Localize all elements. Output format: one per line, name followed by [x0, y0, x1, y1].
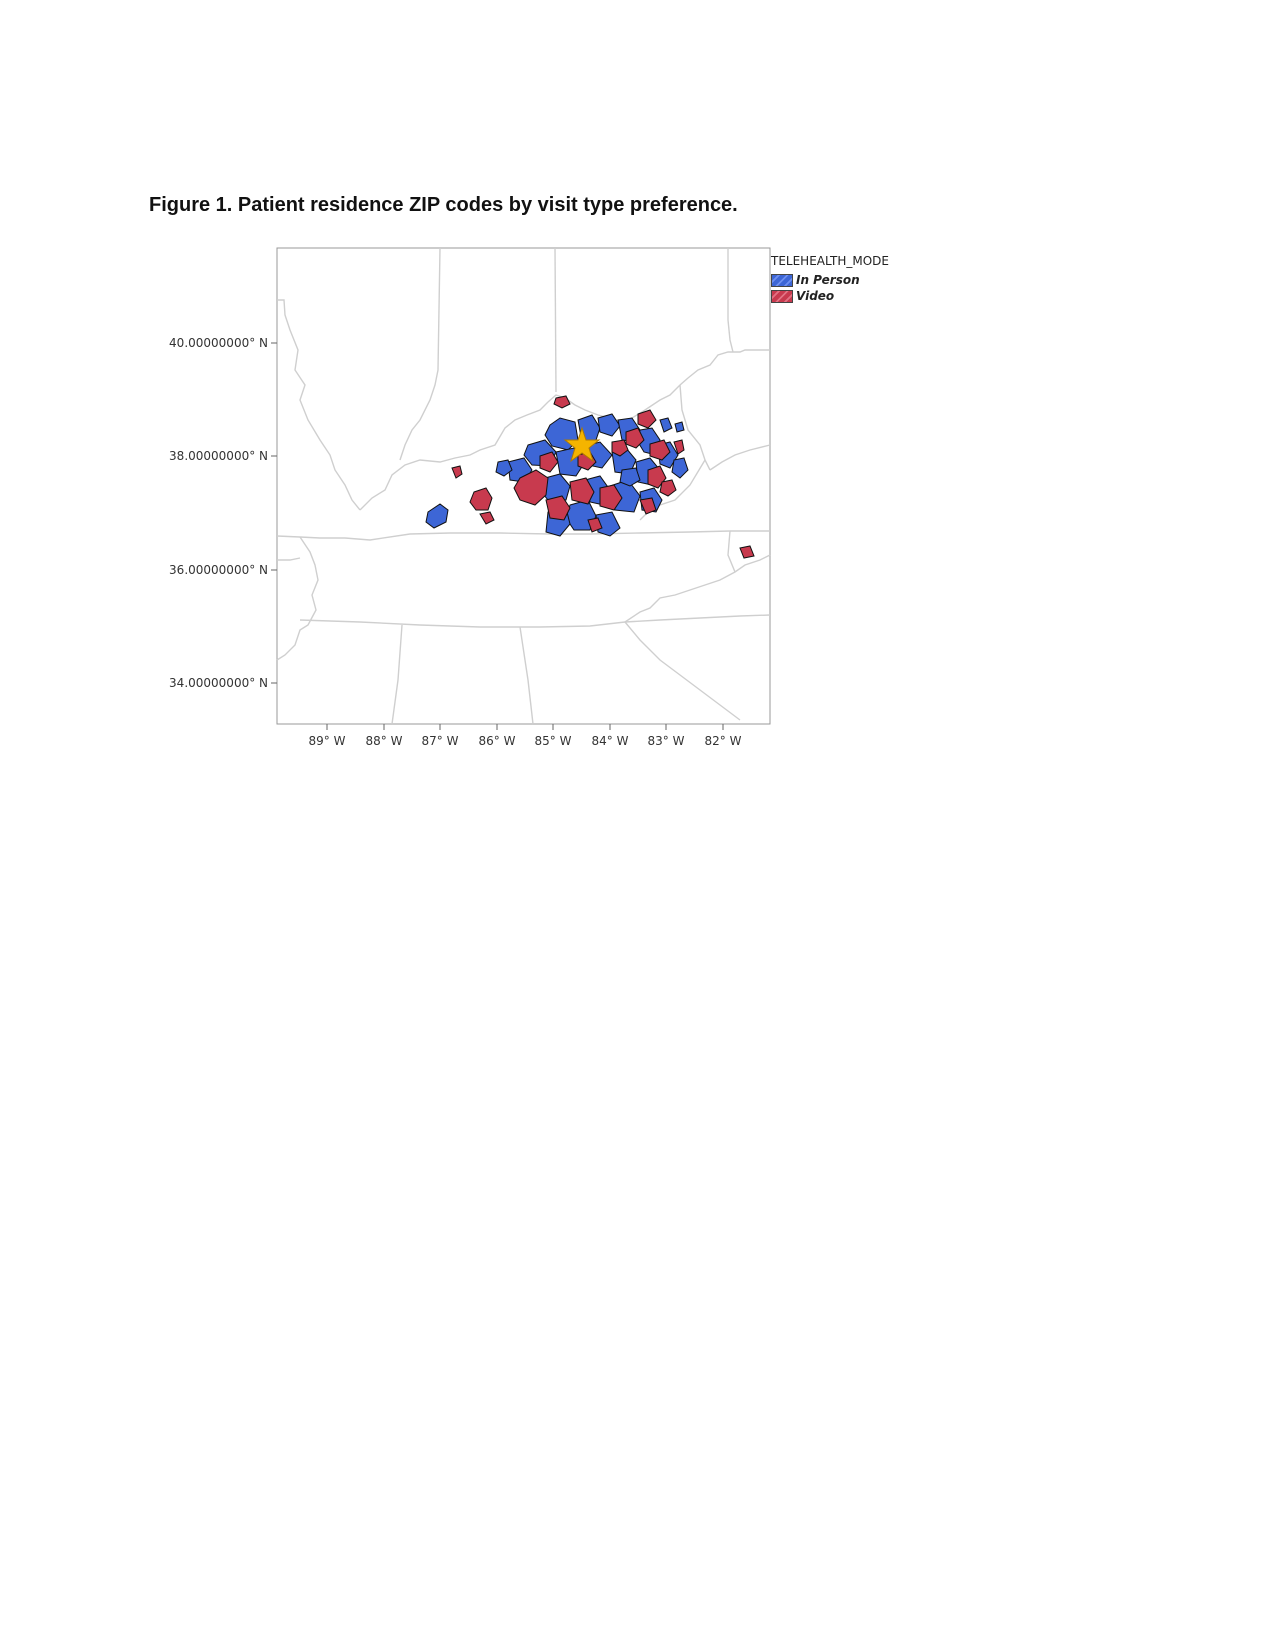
x-tick-label: 88° W: [365, 734, 403, 748]
x-axis-ticks: [327, 724, 723, 730]
map-legend: [771, 254, 889, 304]
legend-label: In Person: [796, 273, 860, 287]
x-tick-label: 84° W: [591, 734, 629, 748]
y-tick-label: 38.00000000° N: [169, 449, 268, 463]
x-tick-label: 89° W: [308, 734, 346, 748]
x-tick-label: 86° W: [478, 734, 516, 748]
legend-item-video: [771, 288, 889, 304]
x-tick-label: 85° W: [534, 734, 572, 748]
y-tick-label: 34.00000000° N: [169, 676, 268, 690]
x-tick-label: 83° W: [647, 734, 685, 748]
y-tick-label: 40.00000000° N: [169, 336, 268, 350]
legend-title: TELEHEALTH_MODE: [771, 254, 890, 268]
legend-swatch-video: [771, 290, 793, 303]
legend-swatch-in-person: [771, 274, 793, 287]
x-tick-label: 82° W: [704, 734, 742, 748]
y-axis-ticks: [271, 343, 277, 683]
figure-title: Figure 1. Patient residence ZIP codes by visit type preference.: [149, 194, 738, 216]
legend-item-in-person: [771, 272, 889, 288]
x-tick-label: 87° W: [421, 734, 459, 748]
legend-label: Video: [796, 289, 835, 303]
y-tick-label: 36.00000000° N: [169, 563, 268, 577]
